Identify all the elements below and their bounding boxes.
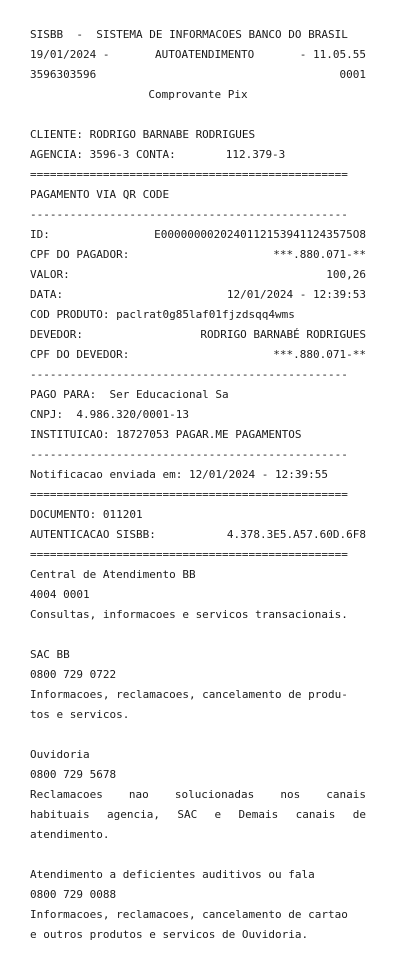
field-payer-cpf <box>30 245 366 265</box>
client-account-row <box>30 145 366 165</box>
field-date <box>30 285 366 305</box>
system-header: SISBB - SISTEMA DE INFORMACOES BANCO DO BRASIL <box>30 28 348 41</box>
payee-name: PAGO PARA: Ser Educacional Sa <box>30 388 229 401</box>
header-date: 19/01/2024 - <box>30 48 110 61</box>
notification-sent: Notificacao enviada em: 12/01/2024 - 12:39:55 <box>30 468 329 481</box>
sequence-number: 0001 <box>339 68 366 81</box>
field-label: DATA: <box>30 288 64 301</box>
spacer <box>30 845 366 865</box>
field-value: ***.880.071-** <box>273 348 366 361</box>
receipt-title: Comprovante Pix <box>148 88 248 101</box>
field-label: COD PRODUTO: paclrat0g85laf01fjzdsqq4wms <box>30 308 295 321</box>
field-label: DEVEDOR: <box>30 328 83 341</box>
accessibility-description-line2: e outros produtos e servicos de Ouvidoria. <box>30 928 309 941</box>
agency-label: AGENCIA: 3596-3 CONTA: <box>30 148 176 161</box>
field-value: E00000000202401121539411243575O8 <box>154 228 366 241</box>
authentication-row <box>30 525 366 545</box>
terminal-number: 3596303596 <box>30 68 97 81</box>
ombudsman-description-line3: atendimento. <box>30 828 110 841</box>
sac-phone: 0800 729 0722 <box>30 668 117 681</box>
payment-type: PAGAMENTO VIA QR CODE <box>30 188 170 201</box>
field-label: ID: <box>30 228 50 241</box>
header-time: - 11.05.55 <box>299 48 366 61</box>
central-title: Central de Atendimento BB <box>30 568 196 581</box>
field-value: RODRIGO BARNABÉ RODRIGUES <box>200 328 366 341</box>
sac-title: SAC BB <box>30 648 70 661</box>
field-label: VALOR: <box>30 268 70 281</box>
sac-description-line2: tos e servicos. <box>30 708 130 721</box>
field-debtor-cpf <box>30 345 366 365</box>
accessibility-phone: 0800 729 0088 <box>30 888 117 901</box>
separator-dashes: ------------------------------------------------ <box>30 448 348 461</box>
field-label: CPF DO DEVEDOR: <box>30 348 130 361</box>
central-description: Consultas, informacoes e servicos transacionais. <box>30 608 348 621</box>
spacer <box>30 625 366 645</box>
separator-dashes: ------------------------------------------------ <box>30 208 348 221</box>
ombudsman-phone: 0800 729 5678 <box>30 768 117 781</box>
separator-equals: ================================================ <box>30 488 348 501</box>
spacer <box>30 105 366 125</box>
auth-label: AUTENTICACAO SISBB: <box>30 528 156 541</box>
ombudsman-title: Ouvidoria <box>30 748 90 761</box>
field-value: ***.880.071-** <box>273 248 366 261</box>
accessibility-title: Atendimento a deficientes auditivos ou fala <box>30 868 315 881</box>
header-datetime-row <box>30 45 366 65</box>
ombudsman-description-line2: habituais agencia, SAC e Demais canais de <box>30 808 366 821</box>
field-amount <box>30 265 366 285</box>
payee-institution: INSTITUICAO: 18727053 PAGAR.ME PAGAMENTOS <box>30 428 302 441</box>
payee-cnpj: CNPJ: 4.986.320/0001-13 <box>30 408 189 421</box>
auth-value: 4.378.3E5.A57.60D.6F8 <box>226 528 366 541</box>
client-name: CLIENTE: RODRIGO BARNABE RODRIGUES <box>30 128 256 141</box>
header-mode: AUTOATENDIMENTO <box>154 48 255 61</box>
sac-description-line1: Informacoes, reclamacoes, cancelamento de produ- <box>30 688 348 701</box>
field-value: 100,26 <box>326 268 366 281</box>
field-value: 12/01/2024 - 12:39:53 <box>226 288 366 301</box>
document-number: DOCUMENTO: 011201 <box>30 508 143 521</box>
header-terminal-row <box>30 65 366 85</box>
field-label: CPF DO PAGADOR: <box>30 248 130 261</box>
ombudsman-description-line1: Reclamacoes nao solucionadas nos canais <box>30 788 366 801</box>
separator-equals: ================================================ <box>30 548 348 561</box>
account-number: 112.379-3 <box>225 148 286 161</box>
field-debtor <box>30 325 366 345</box>
spacer <box>30 725 366 745</box>
field-id <box>30 225 366 245</box>
field-product-code <box>30 305 366 325</box>
central-phone: 4004 0001 <box>30 588 90 601</box>
accessibility-description-line1: Informacoes, reclamacoes, cancelamento de cartao <box>30 908 348 921</box>
separator-dashes: ------------------------------------------------ <box>30 368 348 381</box>
separator-equals: ================================================ <box>30 168 348 181</box>
